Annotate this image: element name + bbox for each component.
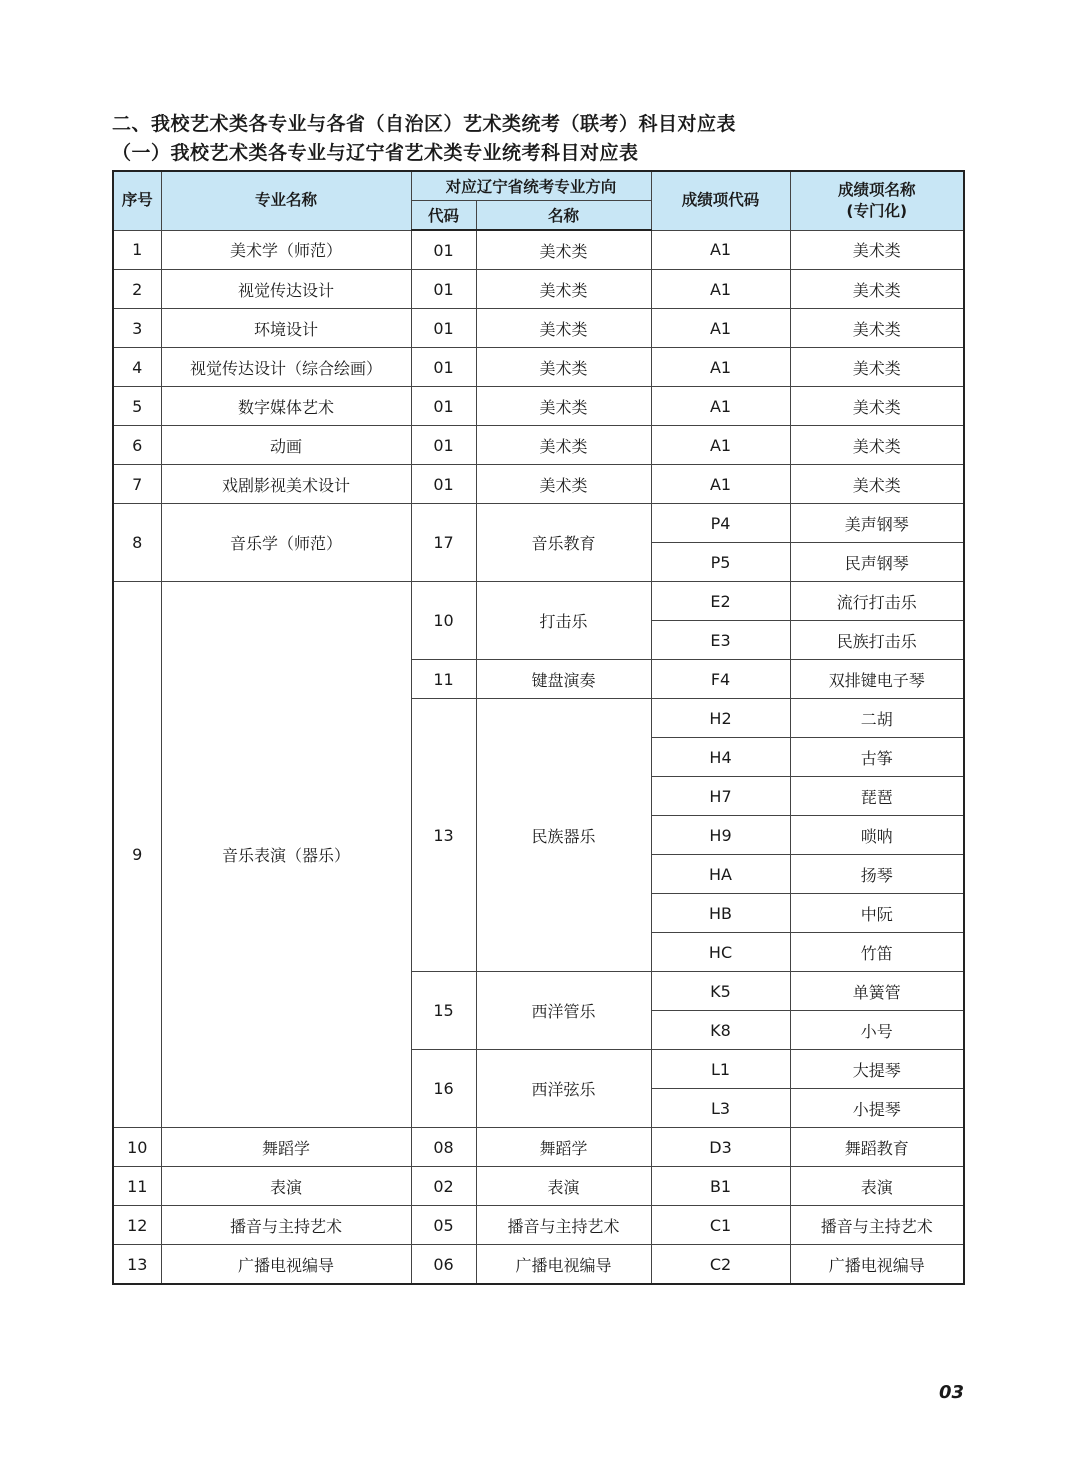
score-code-cell: P5: [651, 543, 790, 582]
table-row: [113, 348, 964, 387]
score-name-cell: 美术类: [790, 230, 964, 270]
seq-cell: 7: [113, 465, 161, 504]
header-score-code: 成绩项代码: [651, 171, 790, 230]
direction-code-cell: 01: [411, 465, 476, 504]
table-row: [113, 270, 964, 309]
score-name-cell: 竹笛: [790, 933, 964, 972]
table-row: [113, 504, 964, 543]
direction-code-cell: 01: [411, 230, 476, 270]
direction-code-cell: 13: [411, 699, 476, 972]
score-code-cell: L3: [651, 1089, 790, 1128]
major-name-cell: 表演: [161, 1167, 411, 1206]
direction-name-cell: 美术类: [476, 270, 651, 309]
score-name-cell: 大提琴: [790, 1050, 964, 1089]
score-name-cell: 美术类: [790, 309, 964, 348]
table-row: [113, 387, 964, 426]
score-name-cell: 唢呐: [790, 816, 964, 855]
header-score-name-line1: 成绩项名称: [838, 180, 916, 199]
score-name-cell: 美术类: [790, 387, 964, 426]
major-name-cell: 视觉传达设计: [161, 270, 411, 309]
seq-cell: 2: [113, 270, 161, 309]
direction-code-cell: 08: [411, 1128, 476, 1167]
score-name-cell: 二胡: [790, 699, 964, 738]
score-code-cell: A1: [651, 348, 790, 387]
table-row: [113, 465, 964, 504]
direction-name-cell: 键盘演奏: [476, 660, 651, 699]
score-code-cell: H2: [651, 699, 790, 738]
header-direction-name: 名称: [476, 201, 651, 231]
seq-cell: 9: [113, 582, 161, 1128]
major-name-cell: 环境设计: [161, 309, 411, 348]
table-header: [113, 171, 964, 230]
score-code-cell: H4: [651, 738, 790, 777]
major-name-cell: 广播电视编导: [161, 1245, 411, 1285]
score-code-cell: L1: [651, 1050, 790, 1089]
header-major-name: 专业名称: [161, 171, 411, 230]
direction-code-cell: 01: [411, 309, 476, 348]
major-name-cell: 数字媒体艺术: [161, 387, 411, 426]
direction-code-cell: 05: [411, 1206, 476, 1245]
direction-name-cell: 西洋管乐: [476, 972, 651, 1050]
score-code-cell: C2: [651, 1245, 790, 1285]
direction-code-cell: 10: [411, 582, 476, 660]
table-body: [113, 230, 964, 1284]
major-name-cell: 音乐表演（器乐）: [161, 582, 411, 1128]
score-code-cell: A1: [651, 465, 790, 504]
score-name-cell: 流行打击乐: [790, 582, 964, 621]
score-name-cell: 美术类: [790, 270, 964, 309]
header-direction-group: 对应辽宁省统考专业方向: [411, 171, 651, 201]
score-name-cell: 单簧管: [790, 972, 964, 1011]
page-number: 03: [939, 1382, 965, 1403]
direction-name-cell: 美术类: [476, 465, 651, 504]
major-name-cell: 戏剧影视美术设计: [161, 465, 411, 504]
direction-name-cell: 美术类: [476, 348, 651, 387]
direction-code-cell: 11: [411, 660, 476, 699]
score-code-cell: A1: [651, 270, 790, 309]
score-name-cell: 播音与主持艺术: [790, 1206, 964, 1245]
seq-cell: 5: [113, 387, 161, 426]
header-seq: 序号: [113, 171, 161, 230]
score-name-cell: 美术类: [790, 426, 964, 465]
score-code-cell: E3: [651, 621, 790, 660]
direction-name-cell: 音乐教育: [476, 504, 651, 582]
score-code-cell: B1: [651, 1167, 790, 1206]
table-row: [113, 1245, 964, 1285]
major-name-cell: 音乐学（师范）: [161, 504, 411, 582]
direction-code-cell: 01: [411, 387, 476, 426]
subject-correspondence-table: [112, 170, 965, 1285]
score-code-cell: P4: [651, 504, 790, 543]
seq-cell: 13: [113, 1245, 161, 1285]
seq-cell: 1: [113, 230, 161, 270]
score-code-cell: E2: [651, 582, 790, 621]
score-code-cell: A1: [651, 230, 790, 270]
score-name-cell: 小号: [790, 1011, 964, 1050]
score-name-cell: 舞蹈教育: [790, 1128, 964, 1167]
direction-code-cell: 02: [411, 1167, 476, 1206]
direction-name-cell: 打击乐: [476, 582, 651, 660]
score-name-cell: 民声钢琴: [790, 543, 964, 582]
direction-code-cell: 01: [411, 270, 476, 309]
major-name-cell: 播音与主持艺术: [161, 1206, 411, 1245]
score-name-cell: 双排键电子琴: [790, 660, 964, 699]
direction-code-cell: 17: [411, 504, 476, 582]
header-score-name-line2: (专门化): [846, 201, 908, 220]
score-code-cell: H7: [651, 777, 790, 816]
score-code-cell: HB: [651, 894, 790, 933]
score-code-cell: HC: [651, 933, 790, 972]
direction-name-cell: 美术类: [476, 387, 651, 426]
score-name-cell: 美术类: [790, 348, 964, 387]
direction-name-cell: 表演: [476, 1167, 651, 1206]
subsection-heading: （一）我校艺术类各专业与辽宁省艺术类专业统考科目对应表: [112, 142, 639, 164]
score-code-cell: HA: [651, 855, 790, 894]
score-name-cell: 中阮: [790, 894, 964, 933]
table-row: [113, 309, 964, 348]
score-code-cell: A1: [651, 426, 790, 465]
score-name-cell: 美声钢琴: [790, 504, 964, 543]
seq-cell: 3: [113, 309, 161, 348]
direction-code-cell: 01: [411, 348, 476, 387]
score-name-cell: 广播电视编导: [790, 1245, 964, 1285]
direction-name-cell: 美术类: [476, 230, 651, 270]
table-row: [113, 1206, 964, 1245]
major-name-cell: 美术学（师范）: [161, 230, 411, 270]
direction-code-cell: 15: [411, 972, 476, 1050]
direction-code-cell: 16: [411, 1050, 476, 1128]
major-name-cell: 视觉传达设计（综合绘画）: [161, 348, 411, 387]
direction-code-cell: 01: [411, 426, 476, 465]
score-code-cell: A1: [651, 309, 790, 348]
score-code-cell: K5: [651, 972, 790, 1011]
direction-name-cell: 舞蹈学: [476, 1128, 651, 1167]
direction-name-cell: 美术类: [476, 309, 651, 348]
score-name-cell: 表演: [790, 1167, 964, 1206]
score-code-cell: H9: [651, 816, 790, 855]
header-score-name: [790, 171, 964, 230]
direction-code-cell: 06: [411, 1245, 476, 1285]
score-code-cell: C1: [651, 1206, 790, 1245]
score-code-cell: D3: [651, 1128, 790, 1167]
score-name-cell: 美术类: [790, 465, 964, 504]
score-name-cell: 古筝: [790, 738, 964, 777]
seq-cell: 11: [113, 1167, 161, 1206]
score-code-cell: K8: [651, 1011, 790, 1050]
major-name-cell: 舞蹈学: [161, 1128, 411, 1167]
table-row: [113, 1167, 964, 1206]
header-direction-code: 代码: [411, 201, 476, 231]
direction-name-cell: 西洋弦乐: [476, 1050, 651, 1128]
seq-cell: 8: [113, 504, 161, 582]
table-row: [113, 426, 964, 465]
section-heading: 二、我校艺术类各专业与各省（自治区）艺术类统考（联考）科目对应表: [112, 113, 737, 135]
seq-cell: 6: [113, 426, 161, 465]
score-name-cell: 扬琴: [790, 855, 964, 894]
table-row: [113, 1128, 964, 1167]
score-name-cell: 琵琶: [790, 777, 964, 816]
direction-name-cell: 美术类: [476, 426, 651, 465]
direction-name-cell: 民族器乐: [476, 699, 651, 972]
table-row: [113, 582, 964, 621]
direction-name-cell: 播音与主持艺术: [476, 1206, 651, 1245]
seq-cell: 4: [113, 348, 161, 387]
seq-cell: 12: [113, 1206, 161, 1245]
table-row: [113, 230, 964, 270]
score-name-cell: 民族打击乐: [790, 621, 964, 660]
score-name-cell: 小提琴: [790, 1089, 964, 1128]
score-code-cell: A1: [651, 387, 790, 426]
score-code-cell: F4: [651, 660, 790, 699]
direction-name-cell: 广播电视编导: [476, 1245, 651, 1285]
seq-cell: 10: [113, 1128, 161, 1167]
major-name-cell: 动画: [161, 426, 411, 465]
